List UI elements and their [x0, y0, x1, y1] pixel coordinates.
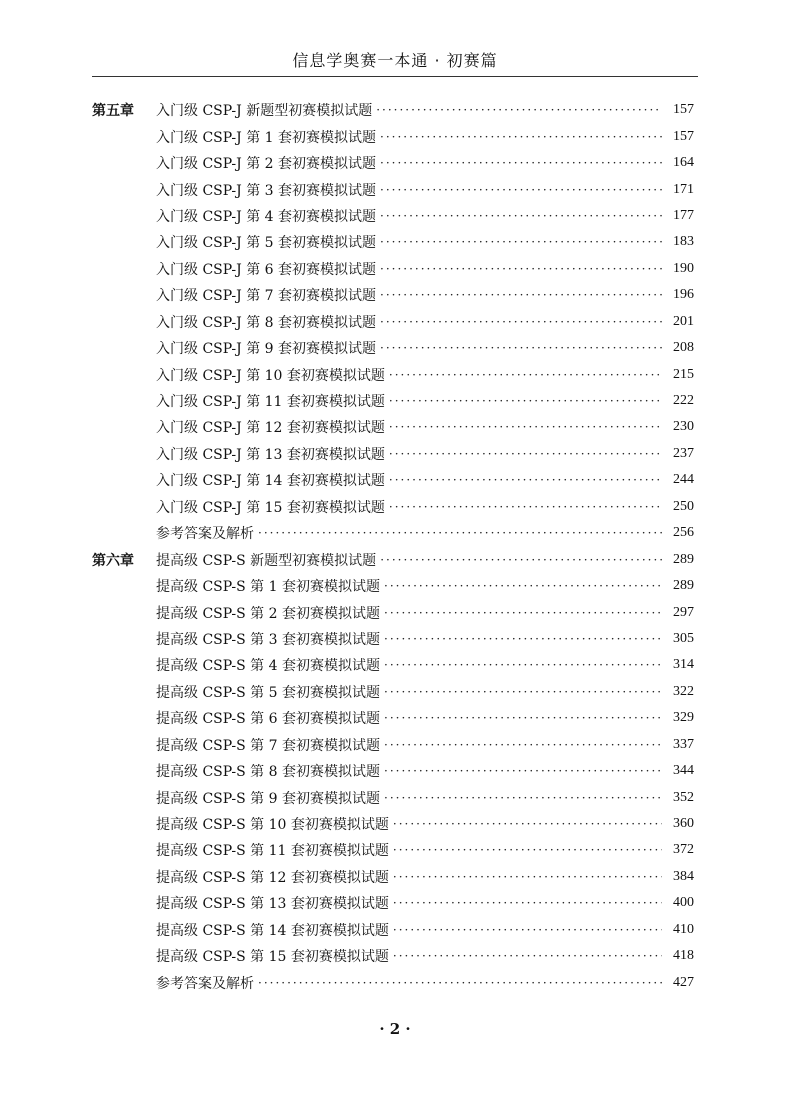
toc-entry-title: 入门级 CSP-J 第 6 套初赛模拟试题 [156, 261, 377, 278]
toc-page-number: 237 [673, 445, 694, 461]
toc-page-number: 289 [673, 578, 694, 594]
dot-leader [380, 315, 662, 329]
dot-leader [384, 606, 662, 620]
dot-leader [389, 394, 662, 408]
toc-page-number: 215 [673, 366, 694, 382]
toc-entry-title: 入门级 CSP-J 第 10 套初赛模拟试题 [156, 367, 385, 384]
toc-entry-title: 入门级 CSP-J 第 14 套初赛模拟试题 [156, 473, 385, 490]
toc-entry-title: 参考答案及解析 [156, 975, 254, 992]
toc-entry-title: 提高级 CSP-S 第 14 套初赛模拟试题 [156, 922, 389, 939]
toc-entry-title: 提高级 CSP-S 第 4 套初赛模拟试题 [156, 658, 380, 675]
toc-page-number: 410 [673, 921, 694, 937]
toc-entry[interactable] [92, 494, 694, 520]
dot-leader [384, 791, 662, 805]
toc-entry-title: 入门级 CSP-J 第 5 套初赛模拟试题 [156, 235, 377, 252]
toc-entry-title: 入门级 CSP-J 第 12 套初赛模拟试题 [156, 420, 385, 437]
dot-leader [393, 870, 662, 884]
toc-entry[interactable] [92, 626, 694, 652]
toc-page-number: 196 [673, 287, 694, 303]
toc-entry[interactable] [92, 203, 694, 229]
toc-page-number: 344 [673, 763, 694, 779]
dot-leader [384, 738, 662, 752]
toc-chapter-label: 第五章 [92, 103, 134, 120]
toc-page-number: 314 [673, 657, 694, 673]
toc-page-number: 400 [673, 895, 694, 911]
dot-leader [380, 235, 662, 249]
toc-entry-title: 提高级 CSP-S 第 13 套初赛模拟试题 [156, 896, 389, 913]
toc-page-number: 360 [673, 816, 694, 832]
toc-page-number: 418 [673, 948, 694, 964]
toc-page-number: 384 [673, 868, 694, 884]
header-divider [92, 76, 698, 77]
toc-page-number: 244 [673, 472, 694, 488]
toc-entry-title: 参考答案及解析 [156, 526, 254, 543]
toc-entry[interactable] [92, 520, 694, 546]
dot-leader [389, 500, 662, 514]
toc-entry[interactable] [92, 917, 694, 943]
toc-entry-title: 提高级 CSP-S 第 12 套初赛模拟试题 [156, 869, 389, 886]
toc-entry-title: 入门级 CSP-J 第 2 套初赛模拟试题 [156, 156, 377, 173]
toc-entry-title: 提高级 CSP-S 第 15 套初赛模拟试题 [156, 949, 389, 966]
toc-entry-title: 提高级 CSP-S 第 6 套初赛模拟试题 [156, 711, 380, 728]
toc-entry-title: 提高级 CSP-S 第 9 套初赛模拟试题 [156, 790, 380, 807]
toc-entry[interactable] [92, 573, 694, 599]
dot-leader [389, 368, 662, 382]
toc-page-number: 250 [673, 498, 694, 514]
toc-entry-title: 入门级 CSP-J 第 11 套初赛模拟试题 [156, 394, 385, 411]
toc-page-number: 289 [673, 551, 694, 567]
dot-leader [384, 658, 662, 672]
dot-leader [380, 209, 662, 223]
toc-entry[interactable] [92, 732, 694, 758]
toc-entry-title: 入门级 CSP-J 第 8 套初赛模拟试题 [156, 314, 377, 331]
toc-page-number: 157 [673, 128, 694, 144]
dot-leader [384, 711, 662, 725]
toc-page-number: 201 [673, 313, 694, 329]
dot-leader [389, 473, 662, 487]
toc-entry[interactable] [92, 811, 694, 837]
dot-leader [380, 183, 662, 197]
toc-entry-title: 提高级 CSP-S 第 11 套初赛模拟试题 [156, 843, 389, 860]
toc-page-number: 305 [673, 630, 694, 646]
toc-entry[interactable] [92, 282, 694, 308]
dot-leader [384, 685, 662, 699]
toc-page-number: 230 [673, 419, 694, 435]
dot-leader [393, 817, 662, 831]
toc-page-number: 337 [673, 736, 694, 752]
toc-entry[interactable] [92, 97, 694, 123]
toc-entry[interactable] [92, 837, 694, 863]
dot-leader [380, 553, 662, 567]
toc-page-number: 322 [673, 683, 694, 699]
toc-page-number: 329 [673, 710, 694, 726]
toc-page-number: 164 [673, 155, 694, 171]
toc-entry[interactable] [92, 705, 694, 731]
toc-entry-title: 提高级 CSP-S 第 10 套初赛模拟试题 [156, 817, 389, 834]
toc-entry[interactable] [92, 176, 694, 202]
page-number: · 2 · [379, 1020, 411, 1038]
dot-leader [380, 156, 662, 170]
toc-entry[interactable] [92, 652, 694, 678]
dot-leader [393, 923, 662, 937]
toc-entry[interactable] [92, 784, 694, 810]
dot-leader [380, 288, 662, 302]
toc-entry-title: 提高级 CSP-S 第 3 套初赛模拟试题 [156, 631, 380, 648]
toc-entry-title: 提高级 CSP-S 第 8 套初赛模拟试题 [156, 764, 380, 781]
toc-page-number: 427 [673, 974, 694, 990]
toc-entry[interactable] [92, 758, 694, 784]
dot-leader [380, 262, 662, 276]
toc-page-number: 208 [673, 340, 694, 356]
dot-leader [393, 949, 662, 963]
dot-leader [393, 896, 662, 910]
toc-entry-title: 提高级 CSP-S 第 1 套初赛模拟试题 [156, 579, 380, 596]
dot-leader [384, 764, 662, 778]
toc-entry-title: 入门级 CSP-J 新题型初赛模拟试题 [156, 103, 373, 120]
dot-leader [258, 526, 662, 540]
toc-page-number: 256 [673, 525, 694, 541]
toc-entry[interactable] [92, 969, 694, 995]
table-of-contents [92, 97, 694, 996]
dot-leader [389, 447, 662, 461]
toc-entry-title: 入门级 CSP-J 第 9 套初赛模拟试题 [156, 341, 377, 358]
toc-entry[interactable] [92, 229, 694, 255]
toc-page-number: 372 [673, 842, 694, 858]
toc-entry[interactable] [92, 679, 694, 705]
toc-entry[interactable] [92, 864, 694, 890]
toc-entry[interactable] [92, 943, 694, 969]
running-header: 信息学奥赛一本通 · 初赛篇 [292, 51, 498, 70]
toc-entry[interactable] [92, 546, 694, 572]
toc-entry[interactable] [92, 361, 694, 387]
toc-entry[interactable] [92, 467, 694, 493]
toc-page-number: 183 [673, 234, 694, 250]
toc-entry[interactable] [92, 335, 694, 361]
toc-page-number: 157 [673, 102, 694, 118]
toc-page-number: 177 [673, 207, 694, 223]
toc-entry-title: 入门级 CSP-J 第 13 套初赛模拟试题 [156, 446, 385, 463]
dot-leader [384, 632, 662, 646]
toc-entry-title: 入门级 CSP-J 第 4 套初赛模拟试题 [156, 208, 377, 225]
toc-entry[interactable] [92, 388, 694, 414]
dot-leader [389, 420, 662, 434]
toc-entry-title: 提高级 CSP-S 第 2 套初赛模拟试题 [156, 605, 380, 622]
toc-entry-title: 提高级 CSP-S 新题型初赛模拟试题 [156, 552, 377, 569]
toc-chapter-label: 第六章 [92, 552, 134, 569]
toc-entry[interactable] [92, 123, 694, 149]
dot-leader [380, 341, 662, 355]
toc-entry-title: 入门级 CSP-J 第 7 套初赛模拟试题 [156, 288, 377, 305]
toc-entry[interactable] [92, 599, 694, 625]
toc-entry[interactable] [92, 150, 694, 176]
toc-entry-title: 提高级 CSP-S 第 7 套初赛模拟试题 [156, 737, 380, 754]
toc-page-number: 352 [673, 789, 694, 805]
toc-entry[interactable] [92, 441, 694, 467]
dot-leader [376, 103, 662, 117]
toc-entry[interactable] [92, 890, 694, 916]
toc-entry[interactable] [92, 309, 694, 335]
dot-leader [380, 130, 662, 144]
toc-page-number: 222 [673, 393, 694, 409]
toc-entry[interactable] [92, 256, 694, 282]
toc-page-number: 297 [673, 604, 694, 620]
dot-leader [258, 976, 662, 990]
toc-entry-title: 入门级 CSP-J 第 1 套初赛模拟试题 [156, 129, 377, 146]
dot-leader [393, 843, 662, 857]
toc-entry-title: 入门级 CSP-J 第 3 套初赛模拟试题 [156, 182, 377, 199]
toc-entry[interactable] [92, 414, 694, 440]
toc-entry-title: 提高级 CSP-S 第 5 套初赛模拟试题 [156, 684, 380, 701]
toc-entry-title: 入门级 CSP-J 第 15 套初赛模拟试题 [156, 499, 385, 516]
toc-page-number: 190 [673, 260, 694, 276]
toc-page-number: 171 [673, 181, 694, 197]
dot-leader [384, 579, 662, 593]
